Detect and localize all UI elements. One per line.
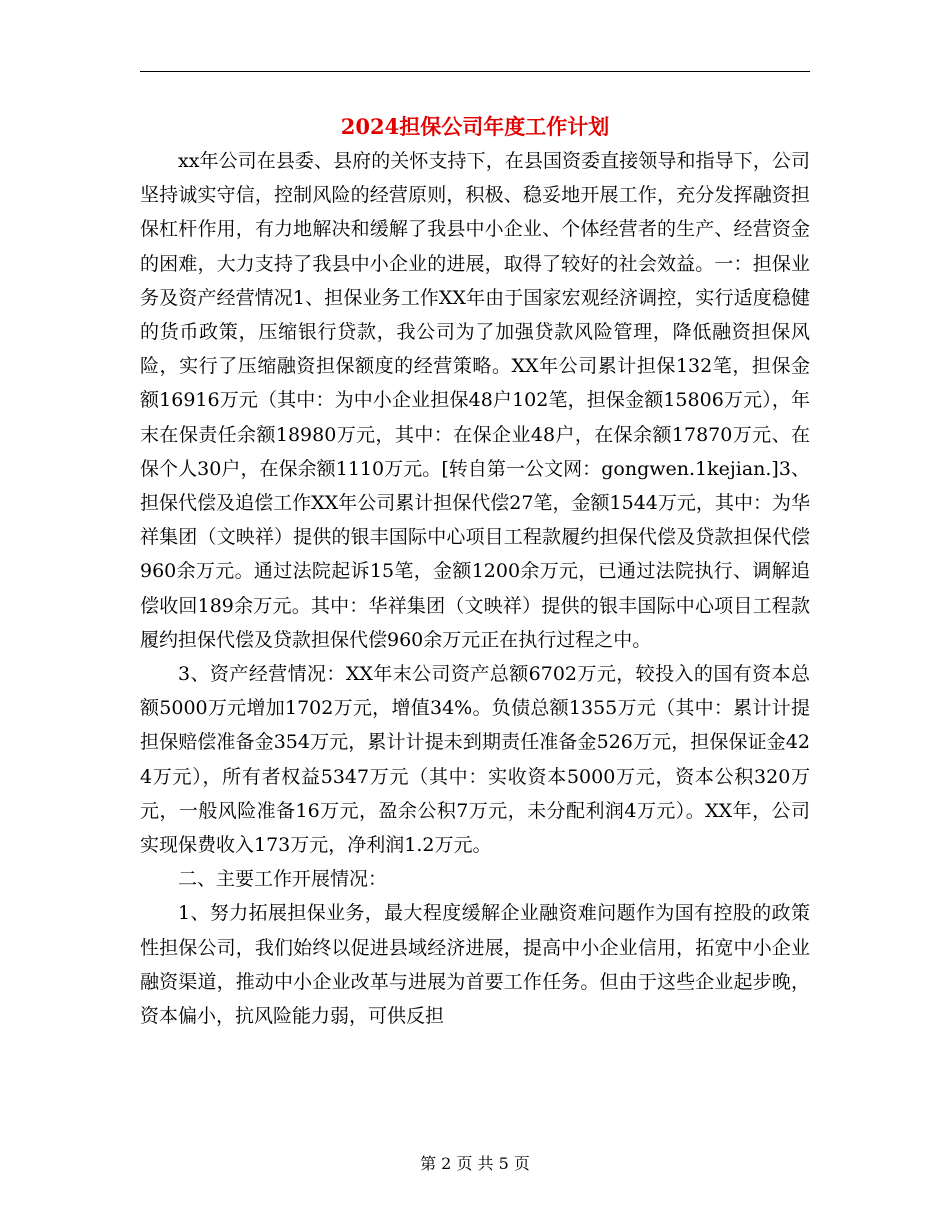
document-body <box>140 144 810 1033</box>
paragraph-4: 1、努力拓展担保业务，最大程度缓解企业融资难问题作为国有控股的政策性担保公司，我们始终以促进县域经济进展，提高中小企业信用，拓宽中小企业融资渠道，推动中小企业改革与进展为首要工作任务。但由于这些企业起步晚，资本偏小，抗风险能力弱，可供反担 <box>140 902 810 1028</box>
paragraph-3: 二、主要工作开展情况： <box>178 868 388 891</box>
page-footer: 第 2 页 共 5 页 <box>420 1154 530 1173</box>
paragraph-2: 3、资产经营情况：XX年末公司资产总额6702万元，较投入的国有资本总额5000万元增加1702万元，增值34%。负债总额1355万元（其中：累计计提担保赔偿准备金354万元，累计计提未到期责任准备金526万元，担保保证金424万元），所有者权益5347万元（其中：实收资本5000万元，资本公积320万元，一般风险准备16万元，盈余公积7万元，未分配利润4万元）。XX年，公司实现保费收入173万元，净利润1.2万元。 <box>140 663 810 857</box>
document-title: 2024担保公司年度工作计划 <box>340 114 610 139</box>
paragraph-1: xx年公司在县委、县府的关怀支持下，在县国资委直接领导和指导下，公司坚持诚实守信，控制风险的经营原则，积极、稳妥地开展工作，充分发挥融资担保杠杆作用，有力地解决和缓解了我县中小企业、个体经营者的生产、经营资金的困难，大力支持了我县中小企业的进展，取得了较好的社会效益。一：担保业务及资产经营情况1、担保业务工作XX年由于国家宏观经济调控，实行适度稳健的货币政策，压缩银行贷款，我公司为了加强贷款风险管理，降低融资担保风险，实行了压缩融资担保额度的经营策略。XX年公司累计担保132笔，担保金额16916万元（其中：为中小企业担保48户102笔，担保金额15806万元），年末在保责任余额18980万元，其中：在保企业48户，在保余额17870万元、在保个人30户，在保余额1110万元。[转自第一公文网：gongwen.1kejian.]3、担保代偿及追偿工作XX年公司累计担保代偿27笔，金额1544万元，其中：为华祥集团（文映祥）提供的银丰国际中心项目工程款履约担保代偿及贷款担保代偿960余万元。通过法院起诉15笔，金额1200余万元，已通过法院执行、调解追偿收回189余万元。其中：华祥集团（文映祥）提供的银丰国际中心项目工程款履约担保代偿及贷款担保代偿960余万元正在执行过程之中。 <box>140 150 810 651</box>
header-rule <box>140 71 810 72</box>
